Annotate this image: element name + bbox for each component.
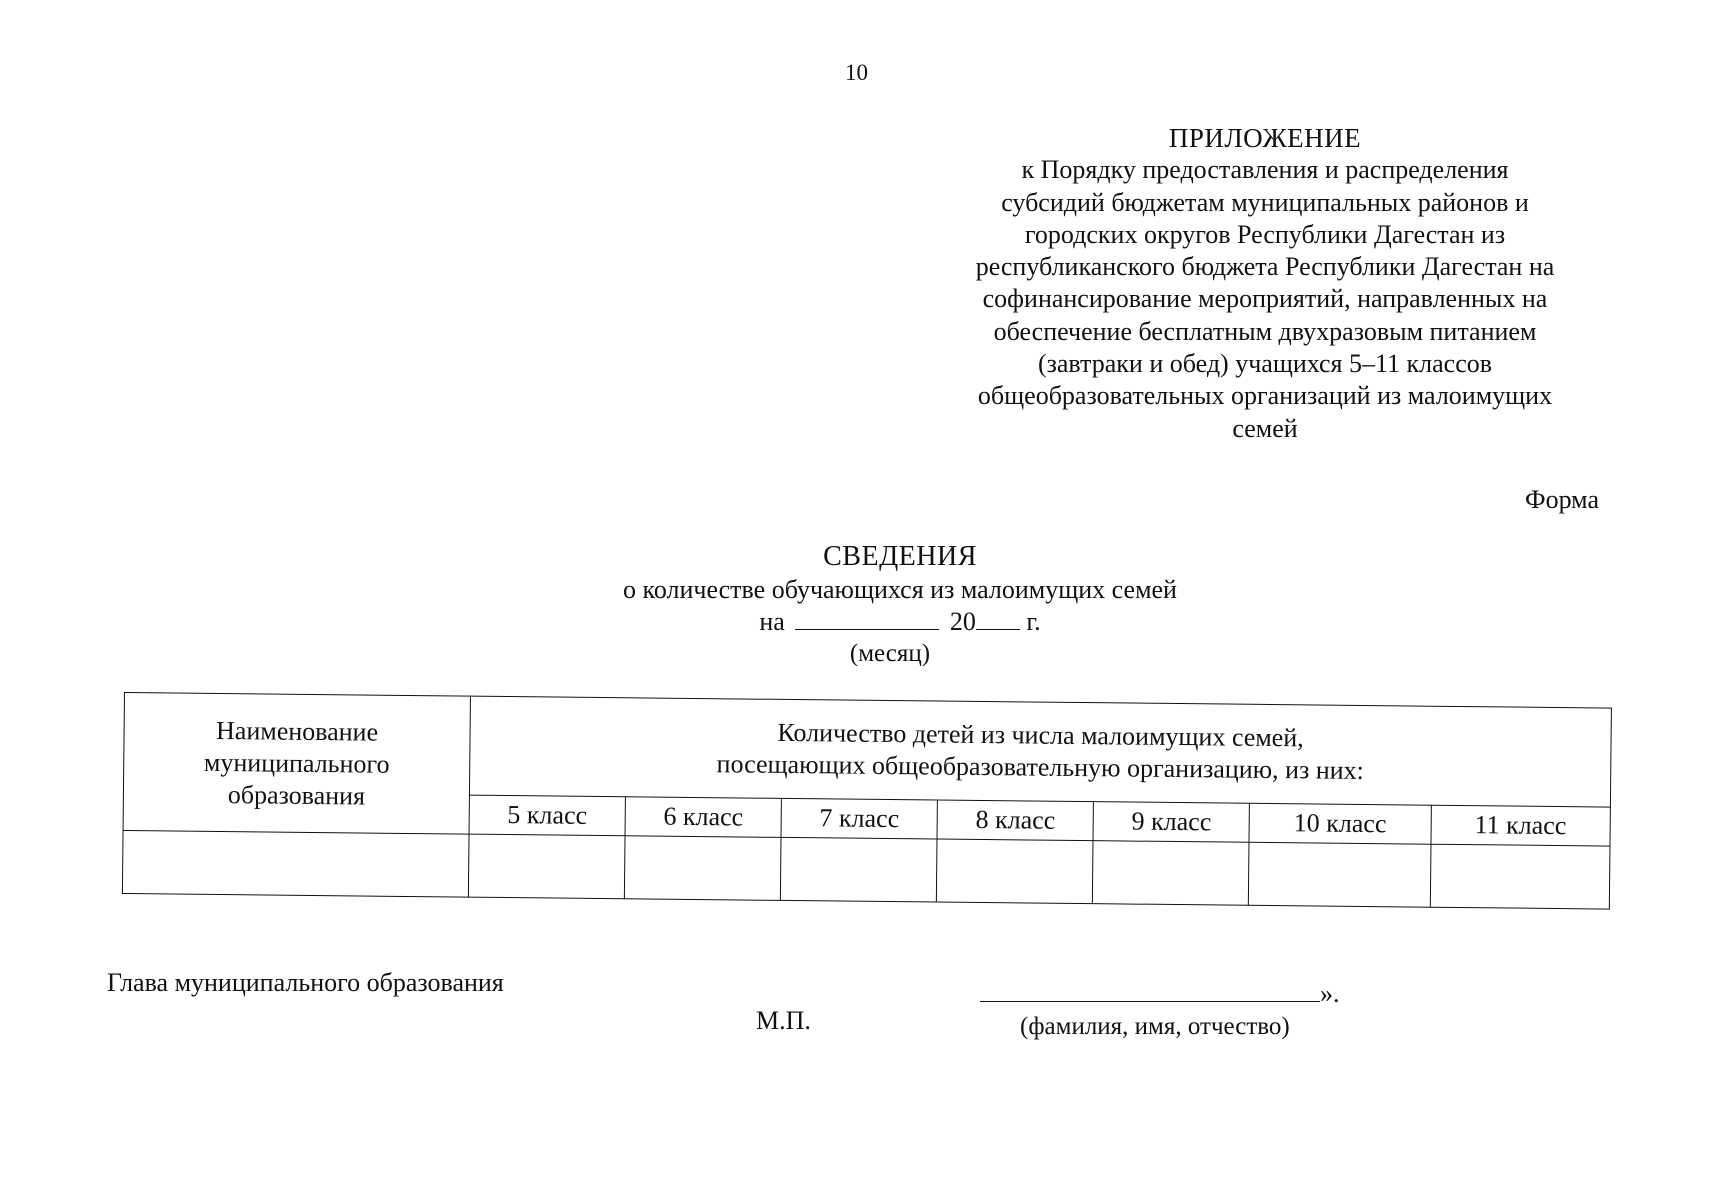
group-header-cell bbox=[469, 696, 1611, 807]
appendix-line: (завтраки и обед) учащихся 5–11 классов bbox=[1037, 349, 1493, 379]
signature-label: Глава муниципального образования bbox=[107, 968, 504, 997]
appendix-block bbox=[935, 122, 1595, 445]
name-header-cell bbox=[123, 693, 470, 835]
appendix-line: субсидий бюджетам муниципальных районов и bbox=[1001, 187, 1529, 217]
date-prefix: на bbox=[759, 607, 785, 636]
signature-block bbox=[980, 975, 1350, 1041]
grade-header-7: 7 класс bbox=[781, 798, 937, 839]
report-date-line bbox=[500, 606, 1300, 638]
grade-7-cell[interactable] bbox=[780, 837, 937, 902]
grade-header-10: 10 класс bbox=[1249, 803, 1431, 844]
appendix-title: ПРИЛОЖЕНИЕ bbox=[1168, 123, 1362, 153]
signature-line-suffix: ». bbox=[1320, 979, 1340, 1008]
month-blank[interactable] bbox=[795, 607, 939, 630]
grade-header-9: 9 класс bbox=[1093, 802, 1249, 843]
month-caption: (месяц) bbox=[849, 640, 931, 667]
grade-5-cell[interactable] bbox=[468, 834, 625, 899]
report-subtitle: о количестве обучающихся из малоимущих семей bbox=[623, 575, 1177, 604]
signature-line[interactable] bbox=[980, 975, 1320, 1002]
name-header-line: образования bbox=[227, 779, 366, 811]
signature-line-wrap bbox=[980, 975, 1350, 1009]
year-suffix: г. bbox=[1026, 607, 1041, 636]
report-heading bbox=[500, 540, 1300, 638]
form-label: Форма bbox=[1525, 485, 1599, 514]
appendix-line: семей bbox=[1232, 413, 1298, 443]
page-number: 10 bbox=[845, 60, 868, 85]
grade-10-cell[interactable] bbox=[1249, 842, 1431, 907]
grade-8-cell[interactable] bbox=[937, 839, 1094, 904]
signature-caption: (фамилия, имя, отчество) bbox=[1020, 1013, 1290, 1040]
students-table bbox=[122, 692, 1612, 910]
grade-9-cell[interactable] bbox=[1093, 841, 1250, 906]
appendix-line: общеобразовательных организаций из малоимущих bbox=[977, 381, 1553, 411]
grade-header-5: 5 класс bbox=[469, 795, 625, 836]
appendix-line: республиканского бюджета Республики Дагестан на bbox=[975, 252, 1555, 282]
year-blank[interactable] bbox=[976, 607, 1020, 630]
table-header-row bbox=[123, 693, 1611, 808]
group-header-line: Количество детей из числа малоимущих семей, bbox=[777, 717, 1304, 753]
appendix-line: городских округов Республики Дагестан из bbox=[1024, 219, 1506, 249]
grade-header-11: 11 класс bbox=[1430, 805, 1610, 846]
appendix-line: к Порядку предоставления и распределения bbox=[1021, 155, 1509, 185]
report-title: СВЕДЕНИЯ bbox=[823, 541, 977, 572]
appendix-line: обеспечение бесплатным двухразовым питанием bbox=[993, 316, 1537, 346]
grade-header-6: 6 класс bbox=[625, 797, 781, 838]
stamp-label: М.П. bbox=[756, 1006, 811, 1035]
appendix-line: софинансирование мероприятий, направленных на bbox=[982, 284, 1548, 314]
group-header-line: посещающих общеобразовательную организацию, из них: bbox=[716, 749, 1365, 785]
name-header-line: Наименование bbox=[215, 715, 379, 747]
name-header-line: муниципального bbox=[203, 747, 390, 779]
year-prefix: 20 bbox=[949, 607, 976, 636]
municipality-cell[interactable] bbox=[122, 830, 469, 897]
grade-11-cell[interactable] bbox=[1430, 844, 1610, 909]
grade-6-cell[interactable] bbox=[624, 836, 781, 901]
grade-header-8: 8 класс bbox=[937, 800, 1093, 841]
